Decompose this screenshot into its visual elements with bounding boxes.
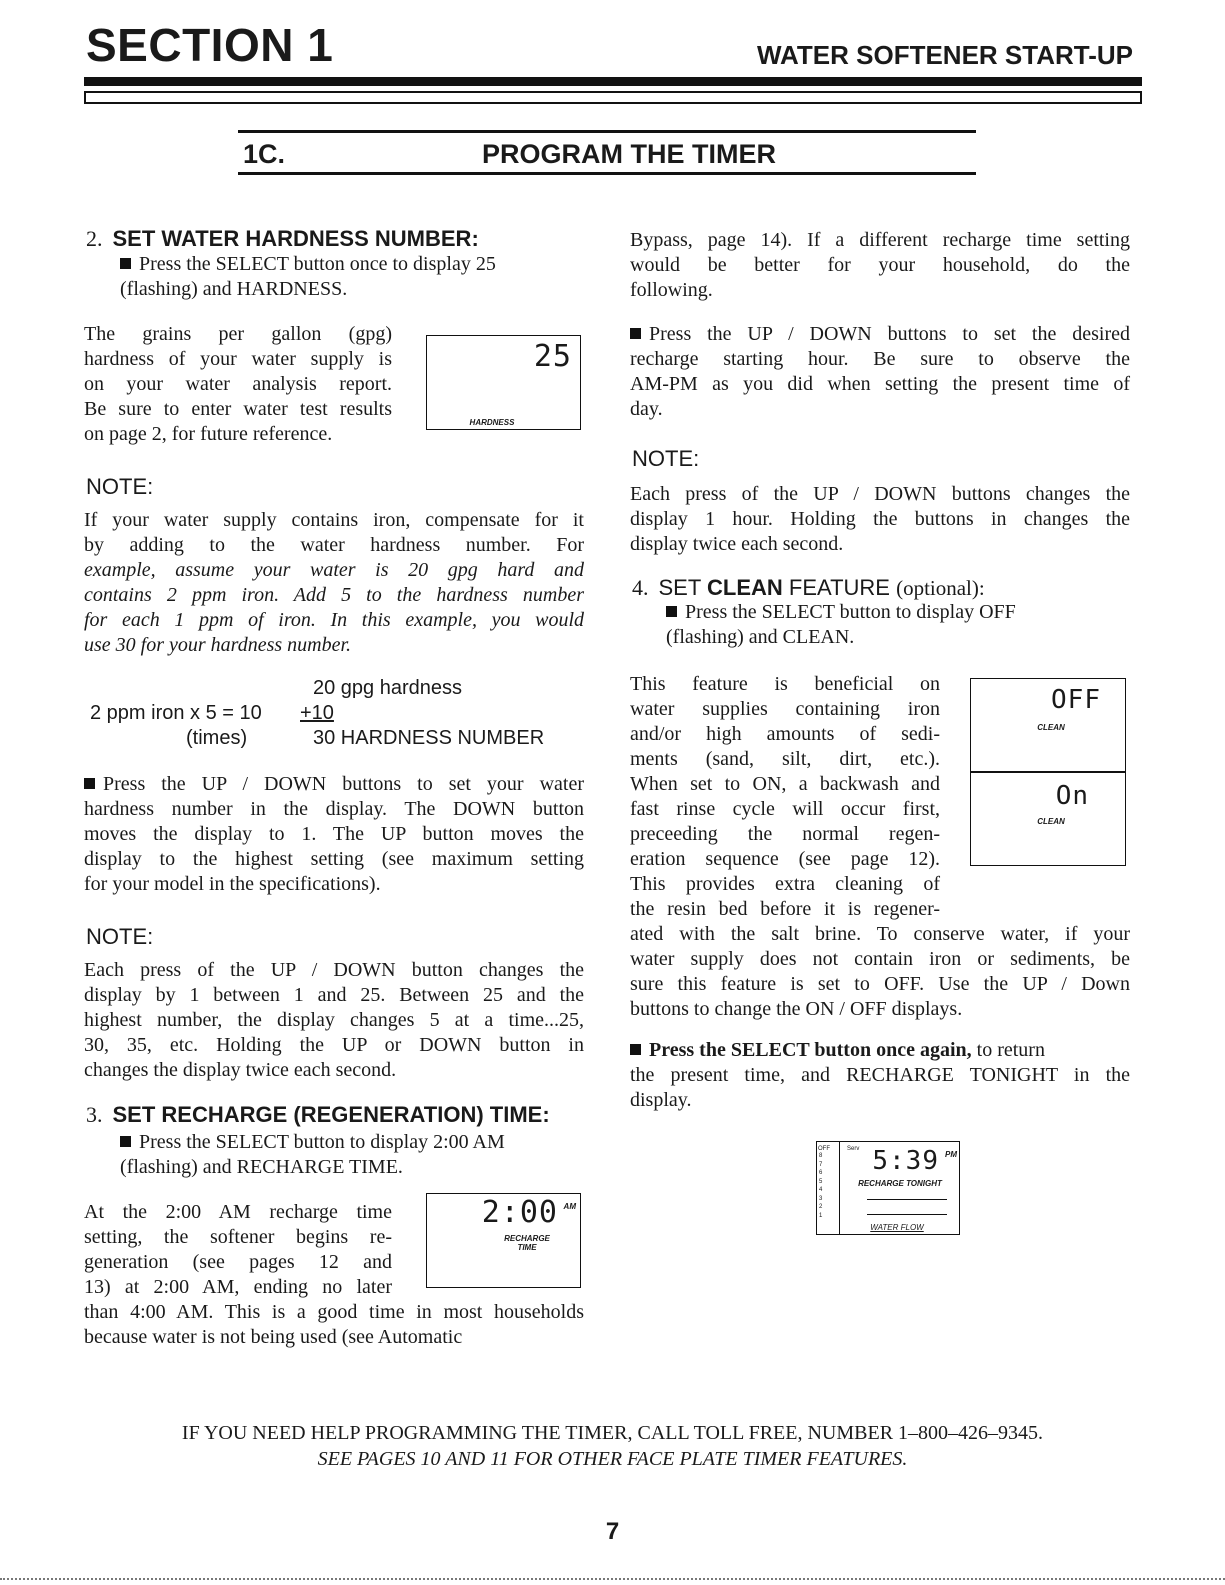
note-heading: NOTE: [86,924,154,949]
footer-help-line: IF YOU NEED HELP PROGRAMMING THE TIMER, CALL TOLL FREE, NUMBER 1–800–426–9345. [181,1422,1044,1444]
section-title: SECTION 1 [86,19,334,71]
right-para-line: AM-PM as you did when setting the present time of [630,373,1130,395]
note-heading: NOTE: [632,446,700,471]
step3-para-line: than 4:00 AM. This is a good time in most households [84,1301,584,1323]
clock-time: 5:39 [872,1146,939,1176]
step3-para-line: At the 2:00 AM recharge time [84,1201,392,1223]
bullet-icon [120,1136,131,1147]
step4-heading: 4. SET CLEAN FEATURE (optional): [632,575,985,600]
clock-scale-number: 2 [819,1204,823,1210]
footer-see-pages: SEE PAGES 10 AND 11 FOR OTHER FACE PLATE TIMER FEATURES. [317,1448,908,1470]
subsection-number: 1C. [243,139,286,169]
step2-para-line: Be sure to enter water test results [84,398,392,420]
right-cont-line: following. [630,279,713,301]
time-label: TIME [517,1243,537,1252]
step4-para-line: water supply does not contain iron or sediments, be [630,948,1130,970]
clock-scale-number: 1 [819,1212,823,1219]
page-bottom-edge [0,1578,1225,1580]
note-line: example, assume your water is 20 gpg hard and [84,559,584,581]
calc-line1: 20 gpg hardness [313,677,463,699]
clock-scale-divider [839,1142,840,1234]
step2-para2-line: Press the UP / DOWN buttons to set your water [84,772,584,797]
step4-para-line: When set to ON, a backwash and [630,773,940,795]
step4-final-line1: Press the SELECT button once again, to return [630,1038,1045,1063]
note2-line: Each press of the UP / DOWN button changes the [84,959,584,981]
step4-para-line: the resin bed before it is regener- [630,898,940,920]
header-rule-box [84,91,1142,104]
clock-scale-number: 4 [819,1187,823,1193]
note2-line: changes the display twice each second. [84,1059,397,1081]
right-note-line: display 1 hour. Holding the buttons in changes the [630,508,1130,530]
step4-number: 4. [632,575,649,600]
step2-para-line: on your water analysis report. [84,373,392,395]
step2-bullet-line2: (flashing) and HARDNESS. [120,278,348,300]
calc-line2-left: 2 ppm iron x 5 = 10 [90,702,262,724]
clock-scale [819,1152,833,1220]
clock-display [816,1141,960,1235]
step3-para-line: because water is not being used (see Automatic [84,1326,463,1348]
note2-line: display by 1 between 1 and 25. Between 25 and the [84,984,584,1006]
bullet-icon [630,328,641,339]
note2-line: 30, 35, etc. Holding the UP or DOWN button in [84,1034,584,1056]
calc-line3-left: (times) [186,727,248,749]
clean-off-display [970,678,1126,772]
clock-scale-number: 6 [819,1170,823,1176]
right-para-line: recharge starting hour. Be sure to observe the [630,348,1130,370]
step4-para-line: This feature is beneficial on [630,673,940,695]
recharge-time-ampm: AM [563,1202,576,1211]
step2-heading [86,228,479,250]
clean-off-digits: OFF [1051,685,1101,715]
clock-scale-number: 7 [819,1161,823,1168]
step2-para-line: The grains per gallon (gpg) [84,323,392,345]
section-subtitle: WATER SOFTENER START-UP [756,40,1133,70]
note-line: for each 1 ppm of iron. In this example, you would [84,609,584,631]
note-line: If your water supply contains iron, compensate for it [84,509,584,531]
right-para-line: day. [630,398,663,420]
step4-para-line: fast rinse cycle will occur first, [630,798,940,820]
step3-heading [86,1104,550,1126]
step3-number: 3. [86,1102,103,1127]
step4-para-line: and/or high amounts of sedi- [630,723,940,745]
clock-scale-number: 3 [819,1195,823,1202]
note2-line: highest number, the display changes 5 at a time...25, [84,1009,584,1031]
note-heading: NOTE: [86,474,154,499]
clean-off-label: CLEAN [1037,723,1065,732]
right-cont-line: Bypass, page 14). If a different recharge time setting [630,229,1130,251]
step3-bullet: Press the SELECT button to display 2:00 AM [120,1130,505,1155]
recharge-time-digits: 2:00 [481,1195,558,1230]
calc-line2-right: +10 [300,702,334,724]
calc-line3-right: 30 HARDNESS NUMBER [313,727,545,749]
right-note-line: Each press of the UP / DOWN buttons changes the [630,483,1130,505]
hardness-display [426,335,581,430]
step2-para2-line: hardness number in the display. The DOWN button [84,798,584,820]
step3-bullet-line2: (flashing) and RECHARGE TIME. [120,1156,403,1178]
clock-ampm: PM [945,1150,957,1159]
step2-para2-line: display to the highest setting (see maximum setting [84,848,584,870]
step2-bullet-line1: Press the SELECT button once to display 25 [139,253,496,275]
note-line: by adding to the water hardness number. For [84,534,584,556]
step2-para2-line: for your model in the specifications). [84,873,381,895]
subsection-rule-bottom [238,172,976,175]
bullet-icon [84,778,95,789]
step3-heading-text: SET RECHARGE (REGENERATION) TIME: [112,1102,550,1127]
clock-scale-number: 8 [819,1153,823,1159]
clock-water-flow: WATER FLOW [870,1223,924,1232]
bullet-icon [666,606,677,617]
hardness-label: HARDNESS [469,418,515,427]
clock-scale-number: 5 [819,1178,823,1185]
step4-final-line2: the present time, and RECHARGE TONIGHT in the [630,1064,1130,1086]
step4-para-line: sure this feature is set to OFF. Use the UP / Down [630,973,1130,995]
step4-para-line: eration sequence (see page 12). [630,848,940,870]
subsection-title: PROGRAM THE TIMER [482,139,776,169]
step2-para2-line: moves the display to 1. The UP button moves the [84,823,584,845]
clock-recharge-label: RECHARGE TONIGHT [858,1179,942,1188]
step4-para-line: buttons to change the ON / OFF displays. [630,998,963,1020]
step4-bullet: Press the SELECT button to display OFF [666,600,1016,625]
step4-para-line: preceeding the normal regen- [630,823,940,845]
note-line: contains 2 ppm iron. Add 5 to the hardness number [84,584,584,606]
step4-para-line: water supplies containing iron [630,698,940,720]
clean-on-digits: On [1055,781,1089,811]
step4-para-line: ated with the salt brine. To conserve water, if your [630,923,1130,945]
clock-scale-top: OFF [818,1146,830,1152]
step4-para-line: ments (sand, silt, dirt, etc.). [630,748,940,770]
clean-on-display [970,772,1126,866]
right-cont-line: would be better for your household, do the [630,254,1130,276]
step2-number: 2. [86,226,103,251]
bullet-icon [630,1044,641,1055]
recharge-time-display [426,1193,581,1288]
step3-para-line: 13) at 2:00 AM, ending no later [84,1276,392,1298]
step3-para-line: generation (see pages 12 and [84,1251,392,1273]
subsection-rule-top [238,130,976,133]
bullet-icon [120,258,131,269]
step4-bullet-line2: (flashing) and CLEAN. [666,626,855,648]
right-note-line: display twice each second. [630,533,844,555]
right-para-line: Press the UP / DOWN buttons to set the desired [630,322,1130,347]
hardness-digits: 25 [533,339,572,374]
recharge-label: RECHARGE [504,1234,550,1243]
clock-scale-top2: Serv [847,1146,860,1152]
step4-final-line3: display. [630,1089,692,1111]
header-rule [84,77,1142,86]
step2-bullet [120,252,496,277]
note-line: use 30 for your hardness number. [84,634,352,656]
step4-para-line: This provides extra cleaning of [630,873,940,895]
clock-rule [867,1214,947,1215]
step2-para-line: on page 2, for future reference. [84,423,333,445]
page-number: 7 [605,1518,620,1545]
step2-heading-text: SET WATER HARDNESS NUMBER: [112,226,479,251]
clean-on-label: CLEAN [1037,817,1065,826]
step2-para-line: hardness of your water supply is [84,348,392,370]
clock-rule [867,1199,947,1200]
step3-para-line: setting, the softener begins re- [84,1226,392,1248]
